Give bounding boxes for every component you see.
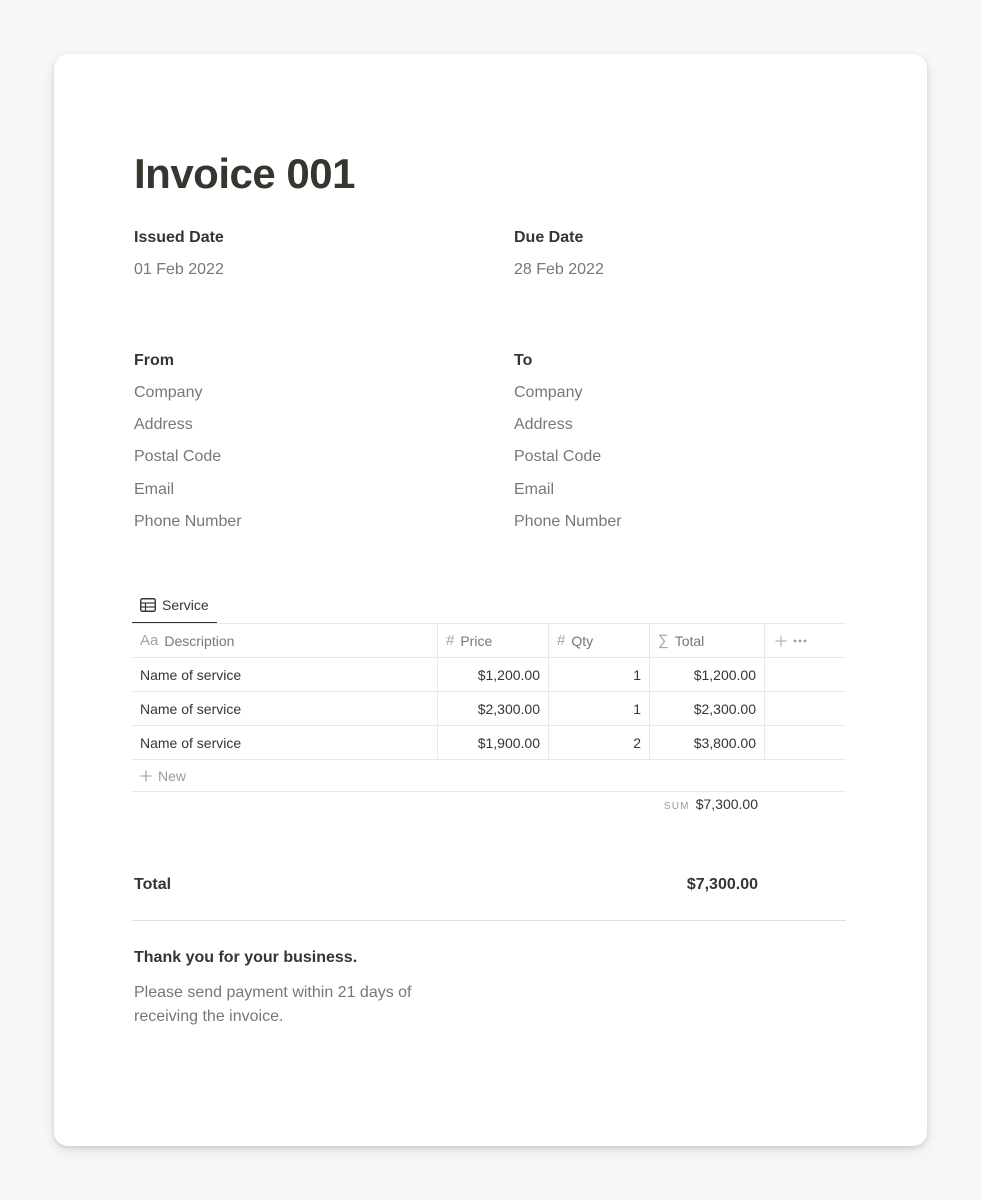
to-address[interactable]: Address xyxy=(514,416,573,433)
due-date-value[interactable]: 28 Feb 2022 xyxy=(514,261,604,278)
to-company[interactable]: Company xyxy=(514,384,583,401)
to-phone[interactable]: Phone Number xyxy=(514,513,622,530)
issued-date-label: Issued Date xyxy=(134,229,224,246)
sum-label: SUM xyxy=(663,801,690,812)
table-header xyxy=(132,624,846,658)
to-postal-code[interactable]: Postal Code xyxy=(514,448,602,465)
column-header-description[interactable] xyxy=(132,624,438,657)
table-icon xyxy=(140,598,156,612)
from-postal-code[interactable]: Postal Code xyxy=(134,448,222,465)
to-label: To xyxy=(514,352,533,369)
number-property-icon: # xyxy=(557,632,566,649)
invoice-card xyxy=(54,54,927,1146)
cell-price[interactable]: $1,200.00 xyxy=(438,658,549,691)
from-address[interactable]: Address xyxy=(134,416,193,433)
tab-service[interactable] xyxy=(132,587,217,624)
column-label: Qty xyxy=(571,632,594,649)
cell-total[interactable]: $2,300.00 xyxy=(650,692,765,725)
total-value: $7,300.00 xyxy=(686,876,758,893)
cell-qty[interactable]: 1 xyxy=(549,658,650,691)
cell-description[interactable]: Name of service xyxy=(132,726,438,759)
column-header-total[interactable] xyxy=(650,624,765,657)
cell-description[interactable]: Name of service xyxy=(132,658,438,691)
payment-note: Please send payment within 21 days of receiving the invoice. xyxy=(134,984,412,1025)
calculation-sum[interactable] xyxy=(132,796,758,812)
add-row-button[interactable] xyxy=(132,760,846,792)
column-header-price[interactable] xyxy=(438,624,549,657)
cell-qty[interactable]: 1 xyxy=(549,692,650,725)
cell-empty xyxy=(765,726,846,759)
from-email[interactable]: Email xyxy=(134,481,175,498)
total-label: Total xyxy=(134,876,172,893)
table-row[interactable] xyxy=(132,726,846,760)
to-email[interactable]: Email xyxy=(514,481,555,498)
cell-description[interactable]: Name of service xyxy=(132,692,438,725)
column-label: Description xyxy=(164,632,235,649)
add-property-icon[interactable] xyxy=(775,635,787,647)
column-header-qty[interactable] xyxy=(549,624,650,657)
due-date-label: Due Date xyxy=(514,229,584,246)
text-property-icon: Aa xyxy=(140,632,159,649)
from-company[interactable]: Company xyxy=(134,384,203,401)
table-row[interactable] xyxy=(132,658,846,692)
page-title: Invoice 001 xyxy=(134,150,355,197)
from-label: From xyxy=(134,352,174,369)
plus-icon xyxy=(140,770,152,782)
cell-empty xyxy=(765,658,846,691)
thank-you-heading: Thank you for your business. xyxy=(134,949,358,966)
table-row[interactable] xyxy=(132,692,846,726)
service-table xyxy=(132,623,846,792)
from-phone[interactable]: Phone Number xyxy=(134,513,242,530)
add-row-label: New xyxy=(158,767,187,784)
cell-total[interactable]: $1,200.00 xyxy=(650,658,765,691)
issued-date-value[interactable]: 01 Feb 2022 xyxy=(134,261,224,278)
more-options-icon[interactable] xyxy=(793,639,807,643)
cell-empty xyxy=(765,692,846,725)
sum-value: $7,300.00 xyxy=(695,796,758,812)
cell-price[interactable]: $2,300.00 xyxy=(438,692,549,725)
cell-total[interactable]: $3,800.00 xyxy=(650,726,765,759)
column-label: Price xyxy=(460,632,493,649)
cell-price[interactable]: $1,900.00 xyxy=(438,726,549,759)
tab-service-label: Service xyxy=(162,596,209,613)
divider xyxy=(132,920,846,921)
cell-qty[interactable]: 2 xyxy=(549,726,650,759)
column-label: Total xyxy=(674,632,705,649)
header-actions xyxy=(765,624,846,657)
formula-property-icon: ∑ xyxy=(658,632,669,649)
number-property-icon: # xyxy=(446,632,455,649)
